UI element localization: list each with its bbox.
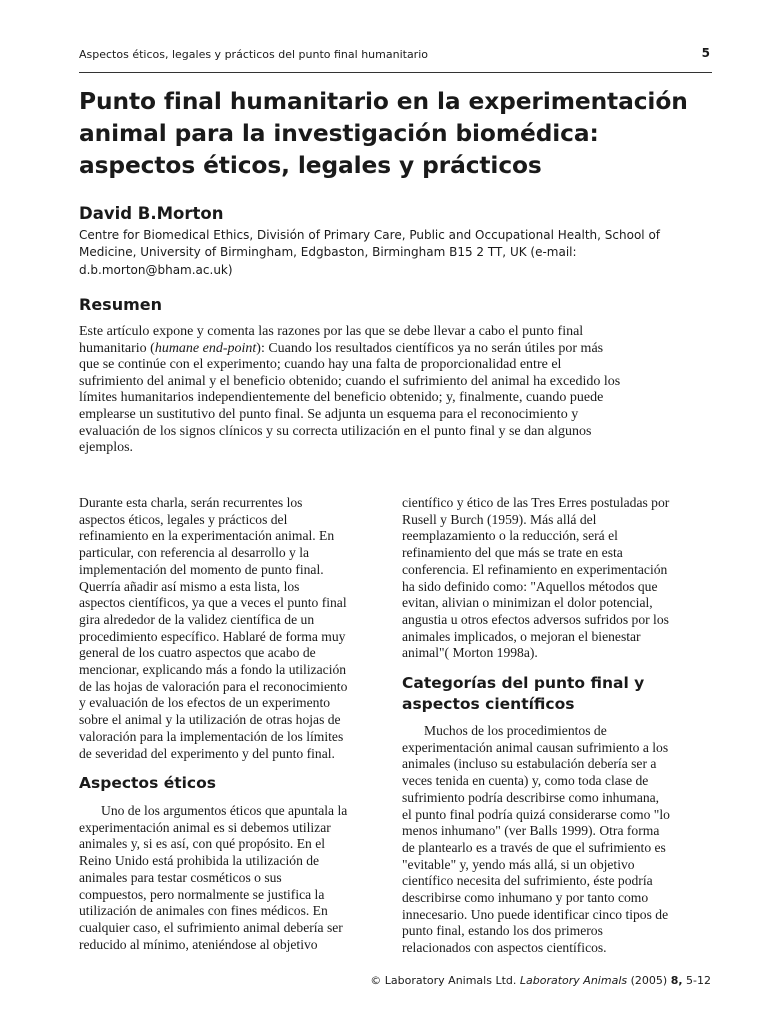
footer-publisher: © Laboratory Animals Ltd. bbox=[370, 974, 517, 987]
body-categorias-paragraph bbox=[402, 723, 670, 957]
body-line: experimentación animal causan sufrimiento a los bbox=[402, 739, 669, 755]
body-line: general de los cuatro aspectos que acabo de bbox=[79, 645, 316, 661]
affiliation-line: d.b.morton@bham.ac.uk) bbox=[79, 262, 233, 277]
body-line: gira alrededor de la validez científica de un bbox=[79, 611, 315, 627]
abstract-heading: Resumen bbox=[79, 295, 162, 314]
author-affiliation bbox=[79, 227, 660, 279]
body-line: angustia u otros efectos adversos sufridos por los bbox=[402, 611, 669, 627]
body-line: reducido al mínimo, ateniéndose al objetivo bbox=[79, 936, 318, 952]
body-line: innecesario. Uno puede identificar cinco tipos de bbox=[402, 906, 669, 922]
body-line: sufrimiento podría describirse como inhumana, bbox=[402, 789, 660, 805]
page-number: 5 bbox=[701, 46, 710, 60]
body-continued-paragraph bbox=[402, 495, 669, 662]
body-line: relacionados con aspectos científicos. bbox=[402, 940, 607, 956]
page-footer bbox=[370, 974, 711, 987]
author-name: David B.Morton bbox=[79, 204, 224, 223]
body-line: "evitable" y, yendo más allá, si un objetivo bbox=[402, 856, 635, 872]
body-line: aspectos éticos, legales y prácticos del bbox=[79, 511, 288, 527]
body-line: Reino Unido está prohibida la utilización de bbox=[79, 853, 320, 869]
body-line: Querría añadir así mismo a esta lista, los bbox=[79, 578, 300, 594]
heading-line: aspectos científicos bbox=[402, 695, 575, 713]
affiliation-line: Medicine, University of Birmingham, Edgbaston, Birmingham B15 2 TT, UK (e-mail: bbox=[79, 245, 577, 260]
body-line: de severidad del experimento y del punto final. bbox=[79, 745, 335, 761]
body-line: y evaluación de los efectos de un experimento bbox=[79, 695, 331, 711]
body-line: compuestos, pero normalmente se justifica la bbox=[79, 886, 325, 902]
body-line: punto final, estando los dos primeros bbox=[402, 923, 603, 939]
abstract-line-part: humanitario ( bbox=[79, 340, 155, 356]
body-line: animal"( Morton 1998a). bbox=[402, 645, 538, 661]
footer-volume: 8, bbox=[670, 974, 683, 987]
body-line: de plantearlo es a través de que el sufrimiento es bbox=[402, 839, 666, 855]
title-line: aspectos éticos, legales y prácticos bbox=[79, 152, 542, 179]
body-line: animales para testar cosméticos o sus bbox=[79, 869, 282, 885]
affiliation-line: Centre for Biomedical Ethics, División of Primary Care, Public and Occupational Health, School of bbox=[79, 228, 661, 242]
body-line: utilización de animales con fines médicos. En bbox=[79, 903, 328, 919]
title-line: animal para la investigación biomédica: bbox=[79, 120, 599, 147]
body-line: animales implicados, o mejoran el bienestar bbox=[402, 628, 641, 644]
body-line: refinamiento en la experimentación animal. En bbox=[79, 528, 335, 544]
abstract-line: que se continúe con el experimento; cuando hay una falta de proporcionalidad entre el bbox=[79, 357, 562, 373]
section-heading-categorias bbox=[402, 673, 644, 715]
body-line: ha sido definido como: "Aquellos métodos que bbox=[402, 578, 658, 594]
abstract-line: límites humanitarios independientemente del beneficio obtenido; y, finalmente, cuando puede bbox=[79, 390, 604, 406]
article-title bbox=[79, 86, 719, 182]
footer-pages: 5-12 bbox=[686, 974, 711, 987]
abstract-line bbox=[79, 341, 620, 358]
body-line: conferencia. El refinamiento en experimentación bbox=[402, 561, 668, 577]
body-line: describirse como inhumano y por tanto como bbox=[402, 890, 649, 906]
abstract-line: evaluación de los signos clínicos y su correcta utilización en el punto final y se dan algunos bbox=[79, 423, 592, 439]
body-line: implementación del momento de punto final. bbox=[79, 561, 324, 577]
body-intro-paragraph bbox=[79, 495, 347, 762]
body-line: Rusell y Burch (1959). Más allá del bbox=[402, 511, 597, 527]
body-line: Durante esta charla, serán recurrentes los bbox=[79, 495, 303, 510]
running-header bbox=[79, 46, 712, 66]
abstract-line: ejemplos. bbox=[79, 440, 134, 456]
abstract-line-part: ): Cuando los resultados científicos ya no serán útiles por más bbox=[256, 340, 604, 356]
body-line: el punto final podría quizá considerarse como "lo bbox=[402, 806, 670, 822]
abstract-line: Este artículo expone y comenta las razones por las que se debe llevar a cabo el punto final bbox=[79, 324, 584, 339]
body-line: valoración para la implementación de los límites bbox=[79, 728, 344, 744]
body-line: experimentación animal es si debemos utilizar bbox=[79, 819, 331, 835]
abstract-line: emplearse un sustitutivo del punto final. Se adjunta un esquema para el reconocimiento y bbox=[79, 406, 579, 422]
footer-year: (2005) bbox=[630, 974, 668, 987]
section-heading-eticos: Aspectos éticos bbox=[79, 774, 216, 792]
body-line: científico necesita del sufrimiento, éste podría bbox=[402, 873, 653, 889]
body-line: aspectos científicos, ya que a veces el punto final bbox=[79, 595, 347, 611]
header-rule bbox=[79, 72, 712, 73]
body-line: evitan, alivian o minimizan el dolor potencial, bbox=[402, 595, 653, 611]
body-line: veces tenida en cuenta) y, como toda clase de bbox=[402, 773, 649, 789]
body-line: mencionar, explicando más a fondo la utilización bbox=[79, 662, 347, 678]
abstract-text bbox=[79, 324, 620, 457]
abstract-line: sufrimiento del animal y el beneficio obtenido; cuando el sufrimiento del animal ha excedido los bbox=[79, 373, 621, 389]
body-line: Muchos de los procedimientos de bbox=[424, 723, 607, 738]
body-line: reemplazamiento o la reducción, será el bbox=[402, 528, 618, 544]
body-line: científico y ético de las Tres Erres postuladas por bbox=[402, 495, 670, 510]
heading-line: Categorías del punto final y bbox=[402, 674, 645, 692]
body-line: refinamiento del que más se trate en esta bbox=[402, 545, 623, 561]
body-line: animales (incluso su estabulación debería ser a bbox=[402, 756, 657, 772]
body-eticos-paragraph bbox=[79, 803, 347, 953]
body-line: cualquier caso, el sufrimiento animal debería ser bbox=[79, 919, 343, 935]
title-line: Punto final humanitario en la experimentación bbox=[79, 88, 688, 115]
footer-journal: Laboratory Animals bbox=[519, 974, 628, 987]
abstract-emphasis: humane end-point bbox=[154, 340, 257, 356]
body-line: procedimiento específico. Hablaré de forma muy bbox=[79, 628, 346, 644]
body-line: menos inhumano" (ver Balls 1999). Otra forma bbox=[402, 823, 660, 839]
body-line: particular, con referencia al desarrollo y la bbox=[79, 545, 310, 561]
body-line: sobre el animal y la utilización de otras hojas de bbox=[79, 712, 341, 728]
running-title: Aspectos éticos, legales y prácticos del punto final humanitario bbox=[79, 48, 428, 61]
body-line: animales y, si es así, con qué propósito. En el bbox=[79, 836, 326, 852]
body-line: de las hojas de valoración para el reconocimiento bbox=[79, 678, 348, 694]
body-line: Uno de los argumentos éticos que apuntala la bbox=[101, 803, 348, 818]
